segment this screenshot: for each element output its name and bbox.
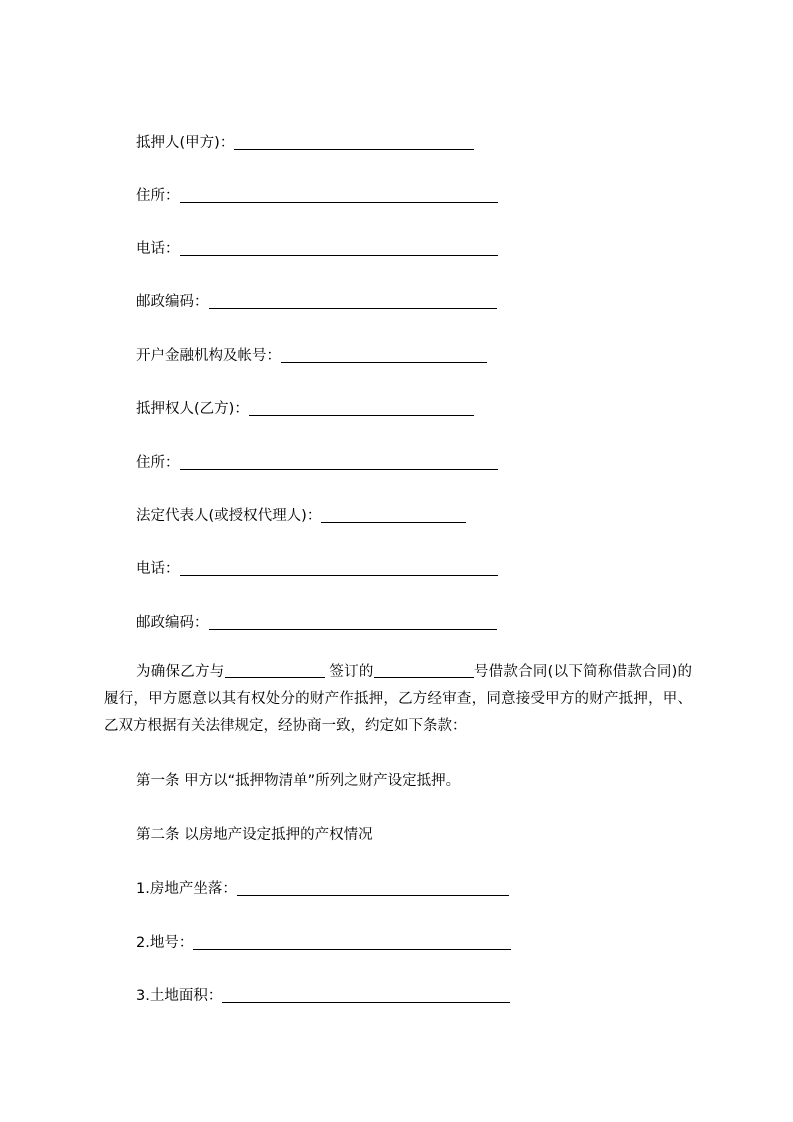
- legal-representative-blank[interactable]: [321, 508, 466, 523]
- article-2: 第二条 以房地产设定抵押的产权情况: [136, 827, 373, 843]
- legal-representative-field: [136, 503, 466, 525]
- lot-number-field: [136, 930, 511, 952]
- mortgagee-postcode-field: [136, 610, 497, 632]
- lot-number-label: 2.地号：: [136, 935, 194, 951]
- mortgagee-field: [136, 396, 474, 418]
- mortgagor-blank[interactable]: [234, 135, 474, 150]
- property-location-label: 1.房地产坐落：: [136, 881, 237, 897]
- bank-account-field: [136, 343, 487, 365]
- legal-representative-label: 法定代表人(或授权代理人)：: [136, 508, 322, 524]
- mortgagor-label: 抵押人(甲方)：: [136, 135, 235, 151]
- land-area-blank[interactable]: [222, 988, 510, 1003]
- preamble-contract-no-blank[interactable]: [374, 663, 474, 678]
- preamble-paragraph: [104, 659, 692, 740]
- property-location-blank[interactable]: [237, 881, 509, 896]
- preamble-part2: 签订的: [324, 664, 374, 680]
- preamble-party-blank[interactable]: [225, 663, 325, 678]
- land-area-label: 3.土地面积：: [136, 988, 223, 1004]
- mortgagor-postcode-label: 邮政编码：: [136, 294, 209, 310]
- mortgagor-address-blank[interactable]: [180, 188, 498, 203]
- mortgagee-phone-blank[interactable]: [180, 561, 498, 576]
- article-1: 第一条 甲方以“抵押物清单”所列之财产设定抵押。: [136, 773, 461, 789]
- mortgagee-postcode-blank[interactable]: [209, 615, 497, 630]
- mortgagor-address-label: 住所：: [136, 188, 180, 204]
- land-area-field: [136, 983, 510, 1005]
- bank-account-label: 开户金融机构及帐号：: [136, 348, 281, 364]
- mortgagee-postcode-label: 邮政编码：: [136, 615, 209, 631]
- bank-account-blank[interactable]: [281, 348, 487, 363]
- property-location-field: [136, 876, 509, 898]
- mortgagee-address-label: 住所：: [136, 455, 180, 471]
- mortgagee-address-blank[interactable]: [180, 455, 498, 470]
- mortgagee-phone-label: 电话：: [136, 561, 180, 577]
- preamble-part1: 为确保乙方与: [136, 664, 225, 680]
- preamble-part3: 号借款合同(以下简称借款合同)的履行，甲方愿意以其有权处分的财产作抵押，乙方经审查，同意接受甲方的财产抵押，甲、乙双方根据有关法律规定，经协商一致，约定如下条款：: [104, 664, 692, 734]
- preamble-text: [104, 659, 692, 740]
- mortgagee-phone-field: [136, 556, 498, 578]
- mortgagor-field: [136, 130, 474, 152]
- mortgagee-blank[interactable]: [249, 401, 474, 416]
- mortgagor-postcode-blank[interactable]: [209, 294, 497, 309]
- lot-number-blank[interactable]: [193, 935, 511, 950]
- mortgagee-address-field: [136, 450, 498, 472]
- mortgagor-phone-blank[interactable]: [180, 241, 498, 256]
- mortgagor-address-field: [136, 183, 498, 205]
- mortgagor-phone-label: 电话：: [136, 241, 180, 257]
- mortgagor-phone-field: [136, 236, 498, 258]
- mortgagee-label: 抵押权人(乙方)：: [136, 401, 249, 417]
- mortgagor-postcode-field: [136, 289, 497, 311]
